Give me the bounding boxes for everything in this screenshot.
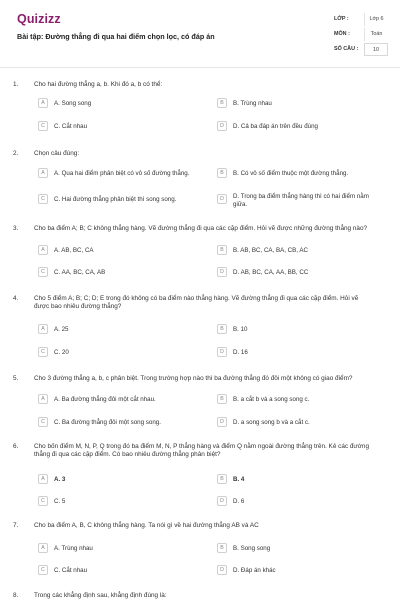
meta-subject xyxy=(330,28,388,41)
question-number: 6. xyxy=(13,443,19,450)
option-letter: C xyxy=(38,194,48,204)
option-letter: B xyxy=(217,324,227,334)
option-text: A. Ba đường thẳng đôi một cắt nhau. xyxy=(54,395,156,403)
option-text: C. 20 xyxy=(54,348,69,356)
option-text: A. 3 xyxy=(54,475,66,483)
option-text: B. 10 xyxy=(233,325,248,333)
option-letter: A xyxy=(38,543,48,553)
meta-label: LỚP : xyxy=(334,16,349,22)
worksheet-header xyxy=(0,0,400,62)
option-letter: D xyxy=(217,496,227,506)
question-text: Chọn câu đúng: xyxy=(34,150,80,157)
option-text: B. Song song xyxy=(233,544,271,552)
question-number: 5. xyxy=(13,375,19,382)
option-text: B. AB, BC, CA, BA, CB, AC xyxy=(233,246,308,254)
meta-value: Toán xyxy=(364,28,388,41)
option-text: D. Trong ba điểm thẳng hàng thì có hai điểm nằm giữa. xyxy=(233,192,369,208)
option-letter: A xyxy=(38,474,48,484)
option-letter: B xyxy=(217,474,227,484)
option-letter: C xyxy=(38,496,48,506)
option-text: C. AA, BC, CA, AB xyxy=(54,268,106,276)
question-number: 8. xyxy=(13,592,19,599)
option-letter: D xyxy=(217,121,227,131)
question-number: 2. xyxy=(13,150,19,157)
option-text: B. 4 xyxy=(233,475,245,483)
meta-label: MÔN : xyxy=(334,31,350,37)
question-number: 7. xyxy=(13,522,19,529)
option-text: A. AB, BC, CA xyxy=(54,246,94,254)
option-letter: A xyxy=(38,394,48,404)
option-letter: A xyxy=(38,98,48,108)
option-letter: B xyxy=(217,543,227,553)
question-text: Cho ba điểm A; B; C không thẳng hàng. Vẽ đường thẳng đi qua các cặp điểm. Hỏi vẽ được những đường thẳng nào? xyxy=(34,225,368,232)
question-text: Trong các khẳng định sau, khẳng định đúng là: xyxy=(34,592,167,599)
meta-value: 10 xyxy=(364,43,388,56)
option-letter: D xyxy=(217,565,227,575)
option-letter: D xyxy=(217,417,227,427)
question-number: 1. xyxy=(13,81,19,88)
worksheet-title: Bài tập: Đường thẳng đi qua hai điểm chọn lọc, có đáp án xyxy=(17,32,215,41)
option-letter: C xyxy=(38,347,48,357)
option-letter: D xyxy=(217,267,227,277)
question-number: 3. xyxy=(13,225,19,232)
option-text: C. Hai đường thẳng phân biệt thì song song. xyxy=(54,195,177,203)
option-letter: B xyxy=(217,245,227,255)
option-text: D. Đáp án khác xyxy=(233,566,276,574)
meta-grade xyxy=(330,13,388,26)
option-text: B. a cắt b và a song song c. xyxy=(233,395,310,403)
option-text: A. 25 xyxy=(54,325,69,333)
meta-value: Lớp 6 xyxy=(364,13,388,26)
option-letter: A xyxy=(38,324,48,334)
question-number: 4. xyxy=(13,295,19,302)
option-text: D. 16 xyxy=(233,348,248,356)
option-letter: A xyxy=(38,245,48,255)
option-text: D. Cả ba đáp án trên đều đúng xyxy=(233,122,318,130)
option-text: C. 5 xyxy=(54,497,66,505)
question-text: Cho hai đường thẳng a, b. Khi đó a, b có thể: xyxy=(34,81,163,88)
option-text: B. Trùng nhau xyxy=(233,99,272,107)
option-letter: C xyxy=(38,267,48,277)
question-text: Cho ba điểm A, B, C không thẳng hàng. Ta nói gì về hai đường thẳng AB và AC xyxy=(34,522,259,529)
option-letter: B xyxy=(217,168,227,178)
quizizz-logo: Quizizz xyxy=(17,12,61,26)
option-letter: D xyxy=(217,194,227,204)
option-letter: A xyxy=(38,168,48,178)
option-text: D. AB, BC, CA, AA, BB, CC xyxy=(233,268,309,276)
option-letter: D xyxy=(217,347,227,357)
option-letter: B xyxy=(217,394,227,404)
option-text: D. a song song b và a cắt c. xyxy=(233,418,310,426)
question-text: Cho 5 điểm A; B; C; D; E trong đó không có ba điểm nào thẳng hàng. Vẽ đường thẳng đi qua các cặp điểm. Hỏi vẽ được bao nhiêu đường thẳng? xyxy=(34,295,359,311)
option-text: A. Song song xyxy=(54,99,92,107)
question-text: Cho bốn điểm M, N, P, Q trong đó ba điểm M, N, P thẳng hàng và điểm Q nằm ngoài đường thẳng trên. Kẻ các đường thẳng đi qua các cặp điểm. Có bao nhiêu đường thẳng phân biệt? xyxy=(34,443,369,459)
option-text: A. Trùng nhau xyxy=(54,544,93,552)
option-letter: C xyxy=(38,417,48,427)
option-text: C. Cắt nhau xyxy=(54,566,88,574)
option-text: B. Có vô số điểm thuộc một đường thẳng. xyxy=(233,169,349,177)
option-text: D. 6 xyxy=(233,497,245,505)
option-letter: B xyxy=(217,98,227,108)
header-divider xyxy=(0,67,400,68)
option-text: C. Ba đường thẳng đôi một song song. xyxy=(54,418,161,426)
question-text: Cho 3 đường thẳng a, b, c phân biệt. Trong trường hợp nào thì ba đường thẳng đó đôi một không có giao điểm? xyxy=(34,375,353,382)
option-letter: C xyxy=(38,565,48,575)
option-text: A. Qua hai điểm phân biệt có vô số đường thẳng. xyxy=(54,169,190,177)
meta-label: SỐ CÂU : xyxy=(334,46,359,52)
option-letter: C xyxy=(38,121,48,131)
meta-question-count xyxy=(330,43,388,56)
option-text: C. Cắt nhau xyxy=(54,122,88,130)
